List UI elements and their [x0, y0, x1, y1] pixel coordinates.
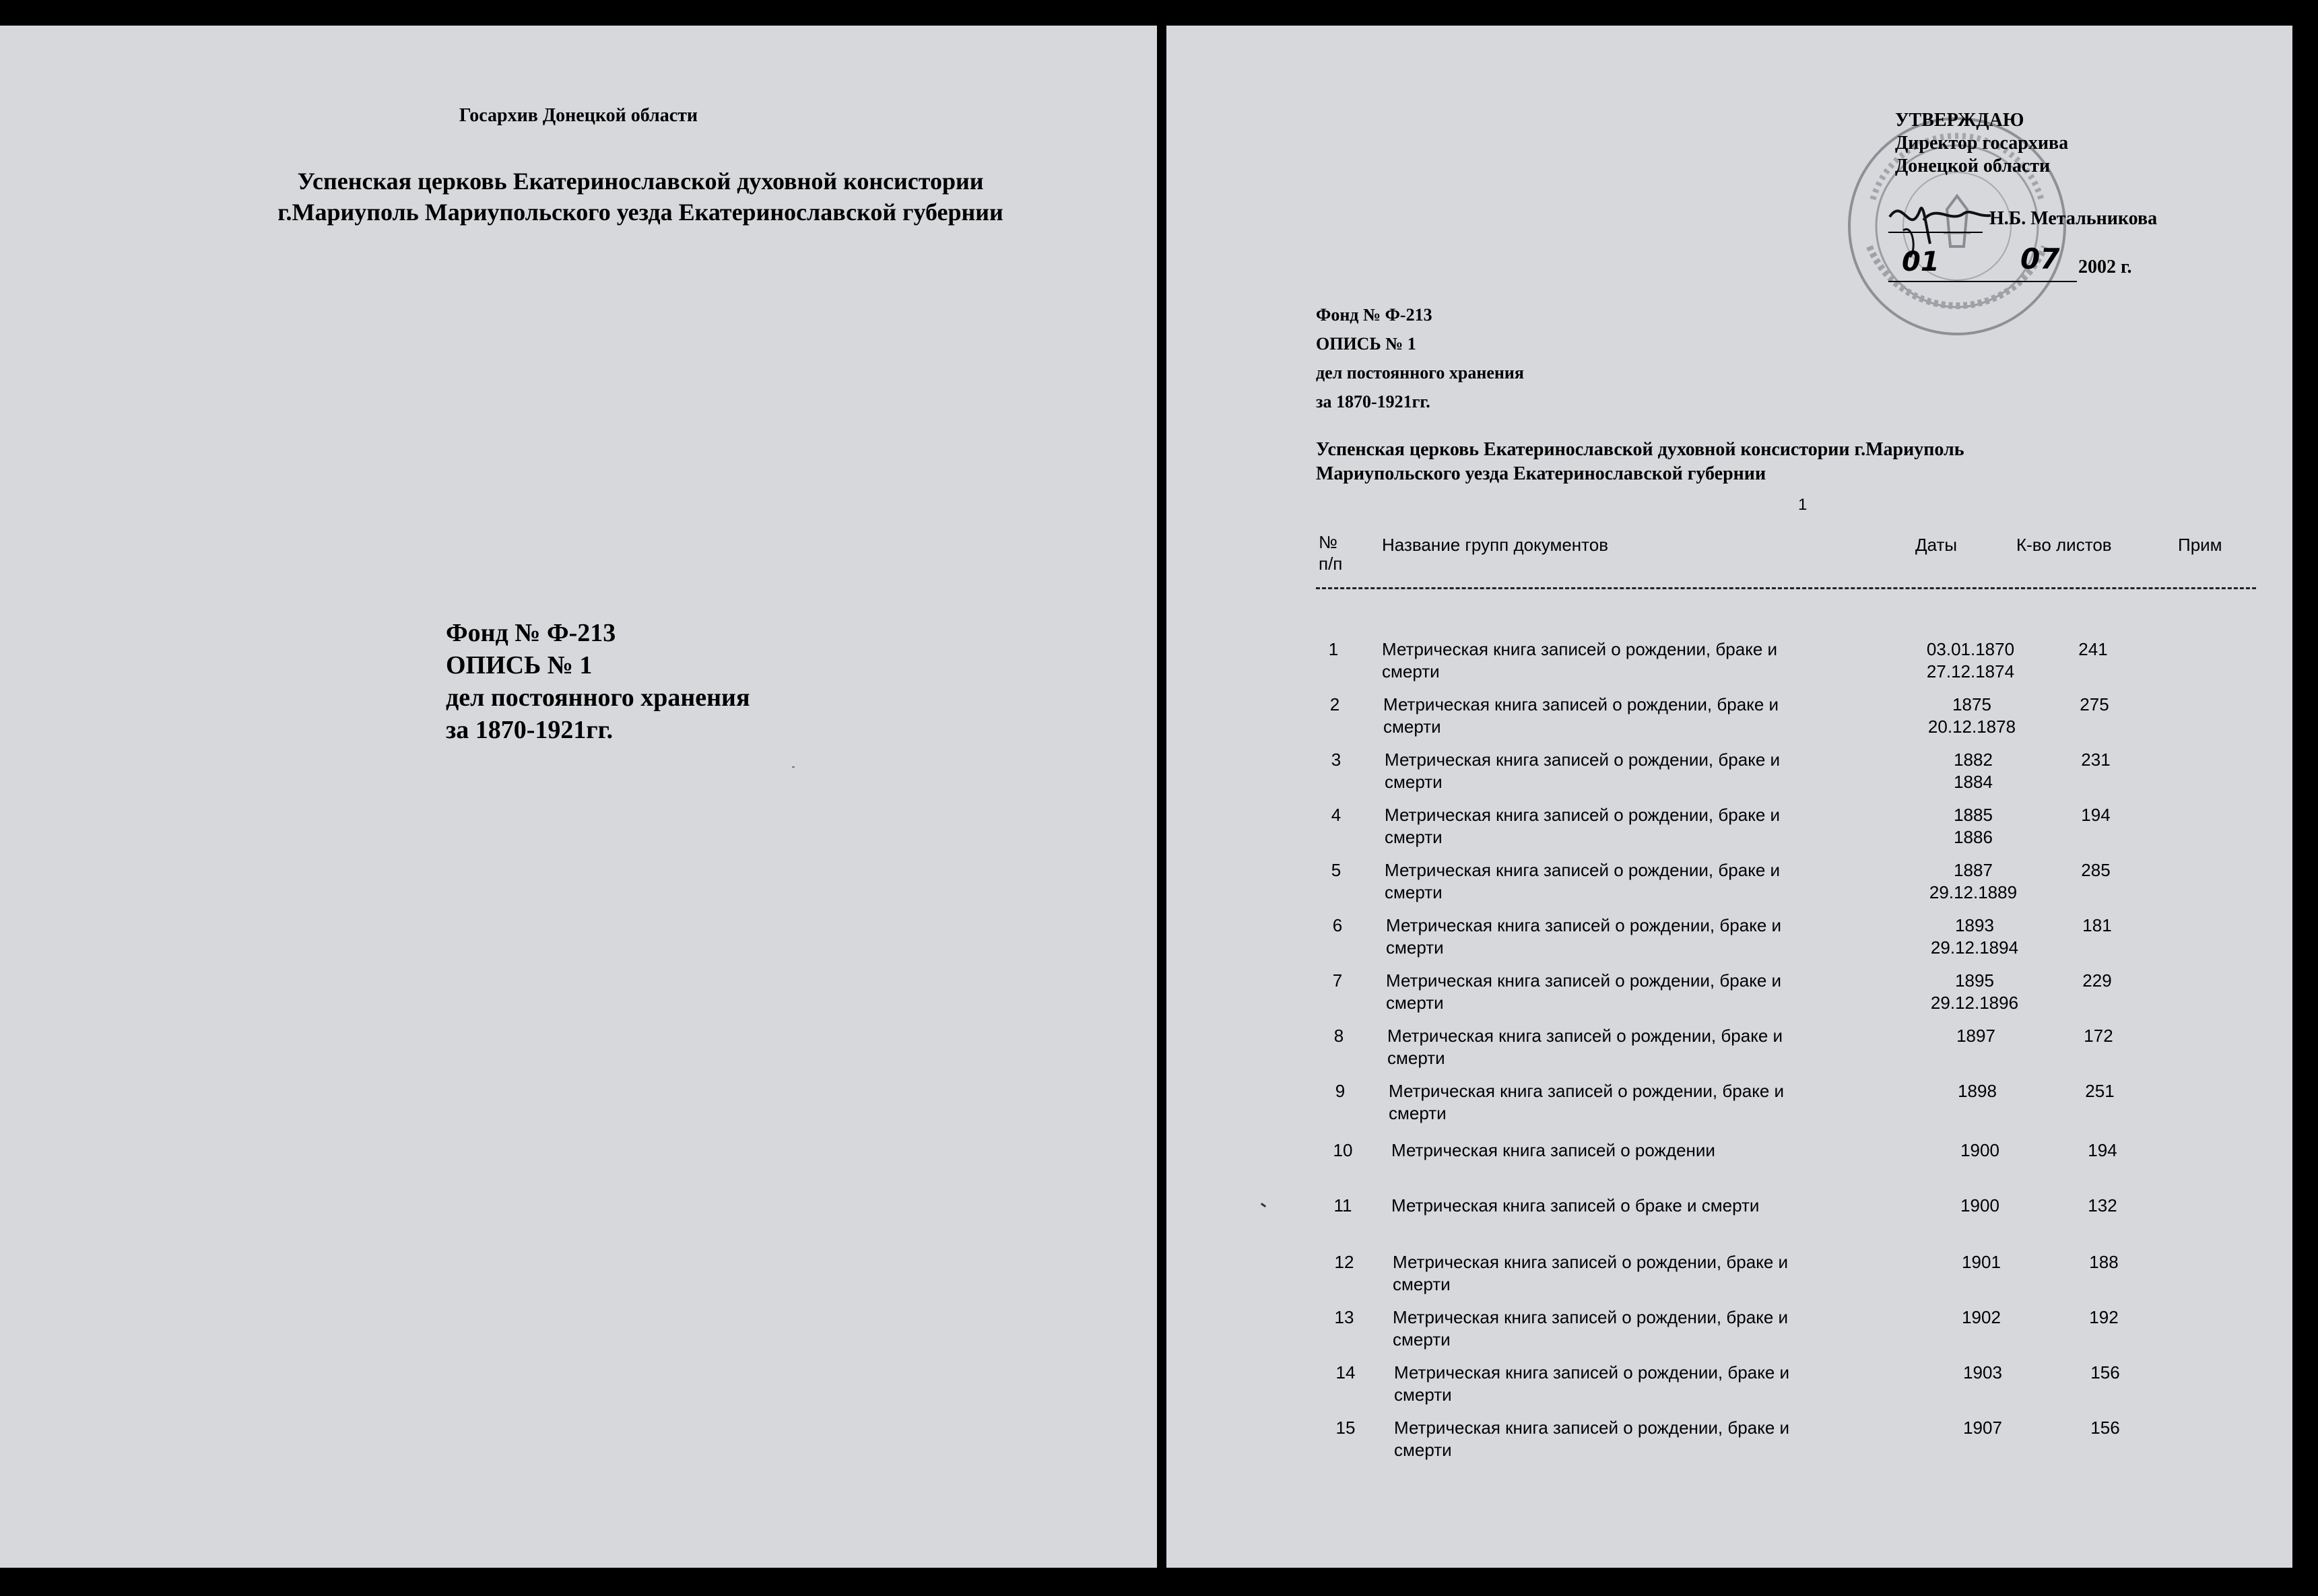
row-dates: [1905, 694, 2039, 738]
row-title: [1382, 638, 1840, 683]
row-date-line1: 1902: [1962, 1307, 2001, 1327]
row-date-line1: 1901: [1962, 1252, 2001, 1272]
row-dates: [1913, 1139, 2047, 1162]
row-sheets-text: 285: [2081, 860, 2111, 880]
approval-position-line2: Донецкой области: [1895, 156, 2051, 176]
header-num-sub: п/п: [1319, 554, 1343, 574]
row-sheets: [2069, 1195, 2136, 1217]
church-heading: [0, 166, 1281, 228]
row-date-line1: 03.01.1870: [1926, 639, 2015, 659]
row-number-text: 8: [1333, 1026, 1344, 1046]
paper-speck: [792, 766, 795, 768]
row-number: [1329, 1306, 1359, 1329]
row-sheets-text: 194: [2081, 805, 2111, 825]
row-sheets: [2070, 1306, 2138, 1329]
row-dates: [1906, 749, 2041, 793]
fond-block: [1316, 300, 1524, 416]
row-date-line1: 1898: [1958, 1081, 1997, 1101]
row-title: [1389, 1080, 1847, 1125]
row-dates: [1906, 859, 2041, 904]
row-number: [1323, 915, 1352, 937]
row-number-text: 9: [1335, 1081, 1346, 1101]
row-sheets-text: 229: [2082, 970, 2112, 991]
row-title: [1394, 1417, 1852, 1461]
table-row: [1329, 1251, 2259, 1305]
opis-number: ОПИСЬ № 1: [446, 651, 593, 679]
right-page: [1166, 26, 2292, 1568]
row-sheets-text: 172: [2084, 1026, 2113, 1046]
row-title: [1385, 859, 1843, 904]
approval-day: 01: [1902, 246, 1940, 277]
row-title-line1: Метрическая книга записей о рождении, браке и: [1386, 915, 1782, 935]
row-number: [1319, 638, 1348, 661]
table-row: [1323, 915, 2252, 968]
row-dates: [1907, 915, 2042, 959]
row-title-line1: Метрическая книга записей о рождении: [1391, 1140, 1715, 1160]
row-number-text: 2: [1329, 694, 1340, 714]
row-title-line1: Метрическая книга записей о рождении, браке и: [1387, 1026, 1783, 1046]
table-row: [1321, 804, 2251, 858]
row-date-line2: 27.12.1874: [1926, 661, 2015, 681]
table-row: [1328, 1195, 2257, 1249]
row-date-line1: 1875: [1952, 694, 1991, 714]
row-sheets: [2065, 1025, 2132, 1047]
row-title-line1: Метрическая книга записей о рождении, браке и: [1393, 1252, 1789, 1272]
row-date-line1: 1885: [1954, 805, 1993, 825]
row-number: [1329, 1251, 1359, 1273]
period: за 1870-1921гг.: [446, 716, 614, 744]
row-number-text: 12: [1334, 1252, 1354, 1272]
row-date-line2: 1886: [1954, 827, 1993, 847]
row-number: [1323, 970, 1352, 992]
row-dates: [1915, 1417, 2050, 1439]
row-number-text: 3: [1331, 750, 1342, 770]
row-sheets-text: 251: [2085, 1081, 2115, 1101]
row-title-line1: Метрическая книга записей о рождении, браке и: [1382, 639, 1778, 659]
row-date-line2: 29.12.1896: [1930, 993, 2019, 1013]
row-title-line1: Метрическая книга записей о рождении, браке и: [1385, 750, 1781, 770]
fond-block: [446, 617, 750, 746]
row-number: [1328, 1195, 1358, 1217]
header-title: Название групп документов: [1382, 535, 1609, 555]
row-dates: [1914, 1306, 2049, 1329]
row-date-line2: 20.12.1878: [1927, 717, 2016, 737]
row-title-line2: смерти: [1394, 1385, 1452, 1405]
table-row: [1329, 1306, 2259, 1360]
row-sheets: [2062, 804, 2129, 826]
opis-number: ОПИСЬ № 1: [1316, 334, 1416, 354]
row-number-text: 7: [1332, 970, 1343, 991]
approval-position-line1: Директор госархива: [1895, 133, 2069, 154]
row-number-text: 5: [1331, 860, 1342, 880]
page-number: 1: [1798, 496, 1808, 514]
row-title-line2: смерти: [1382, 661, 1440, 681]
header-dates: Даты: [1915, 535, 1958, 555]
row-dates: [1914, 1251, 2049, 1273]
row-number-text: 11: [1333, 1195, 1352, 1216]
row-number: [1324, 1025, 1354, 1047]
row-title-line2: смерти: [1393, 1274, 1451, 1294]
row-title-line1: Метрическая книга записей о рождении, браке и: [1385, 805, 1781, 825]
row-number: [1328, 1139, 1358, 1162]
row-sheets: [2066, 1080, 2133, 1102]
row-sheets-text: 241: [2078, 639, 2108, 659]
row-date-line1: 1895: [1955, 970, 1994, 991]
date-line: [1888, 281, 2077, 282]
row-dates: [1913, 1195, 2047, 1217]
row-sheets: [2062, 859, 2129, 882]
row-sheets-text: 156: [2090, 1362, 2120, 1383]
storage-type: дел постоянного хранения: [446, 684, 750, 712]
row-date-line1: 1882: [1954, 750, 1993, 770]
row-title-line2: смерти: [1393, 1329, 1451, 1350]
row-date-line1: 1893: [1955, 915, 1994, 935]
row-title-line1: Метрическая книга записей о рождении, браке и: [1394, 1418, 1790, 1438]
row-title-line1: Метрическая книга записей о рождении, браке и: [1383, 694, 1779, 714]
row-dates: [1903, 638, 2038, 683]
row-dates: [1906, 804, 2041, 849]
header-num: №: [1319, 532, 1337, 552]
row-title-line2: смерти: [1389, 1103, 1447, 1123]
row-sheets-text: 192: [2089, 1307, 2119, 1327]
row-sheets: [2072, 1362, 2139, 1384]
row-title: [1393, 1251, 1851, 1296]
row-dates: [1915, 1362, 2050, 1384]
row-date-line2: 1884: [1954, 772, 1993, 792]
header-divider: [1316, 587, 2256, 589]
header-note: Прим: [2178, 535, 2222, 555]
row-title: [1387, 1025, 1845, 1069]
row-title-line2: смерти: [1385, 827, 1443, 847]
director-name: Н.Б. Метальникова: [1989, 208, 2158, 229]
row-title-line1: Метрическая книга записей о рождении, браке и: [1393, 1307, 1789, 1327]
row-title: [1385, 749, 1843, 793]
table-row: [1320, 694, 2249, 747]
row-date-line1: 1900: [1960, 1195, 1999, 1216]
period: за 1870-1921гг.: [1316, 392, 1430, 411]
row-title-line2: смерти: [1387, 1048, 1445, 1068]
row-title: [1383, 694, 1841, 738]
row-title-line1: Метрическая книга записей о рождении, браке и: [1386, 970, 1782, 991]
row-title-line1: Метрическая книга записей о рождении, браке и: [1394, 1362, 1790, 1383]
row-sheets-text: 231: [2081, 750, 2111, 770]
row-title: [1385, 804, 1843, 849]
fond-number: Фонд № Ф-213: [1316, 305, 1432, 325]
row-sheets-text: 275: [2080, 694, 2109, 714]
table-header: [1319, 532, 2248, 572]
church-heading-line1: Успенская церковь Екатеринославской духовной консистории: [297, 168, 984, 195]
row-sheets: [2063, 915, 2131, 937]
row-sheets-text: 132: [2088, 1195, 2117, 1216]
row-dates: [1910, 1080, 2045, 1102]
row-title-line2: смерти: [1386, 993, 1444, 1013]
row-date-line1: 1903: [1963, 1362, 2002, 1383]
table-row: [1331, 1417, 2260, 1471]
row-sheets: [2070, 1251, 2138, 1273]
row-number-text: 4: [1331, 805, 1342, 825]
row-title: [1386, 915, 1844, 959]
row-sheets: [2062, 749, 2129, 771]
row-date-line1: 1900: [1960, 1140, 1999, 1160]
row-number-text: 14: [1335, 1362, 1356, 1383]
approval-block: [1895, 109, 2158, 277]
row-sheets: [2072, 1417, 2139, 1439]
left-page: [0, 26, 1157, 1568]
table-row: [1321, 749, 2251, 803]
row-number: [1321, 859, 1351, 882]
row-number-text: 1: [1328, 639, 1339, 659]
director-signature: [1883, 190, 1997, 264]
row-title-line2: смерти: [1383, 717, 1441, 737]
row-number: [1325, 1080, 1355, 1102]
row-number-text: 6: [1332, 915, 1343, 935]
row-number: [1331, 1417, 1360, 1439]
row-number-text: 13: [1334, 1307, 1354, 1327]
row-number: [1321, 804, 1351, 826]
row-sheets: [2061, 694, 2128, 716]
table-row: [1319, 638, 2248, 692]
row-title-line2: смерти: [1385, 772, 1443, 792]
table-row: [1321, 859, 2251, 913]
row-sheets: [2063, 970, 2131, 992]
row-sheets-text: 181: [2082, 915, 2112, 935]
row-date-line2: 29.12.1889: [1929, 882, 2018, 902]
row-title-line1: Метрическая книга записей о рождении, браке и: [1385, 860, 1781, 880]
approval-year: 2002 г.: [2078, 257, 2132, 277]
header-sheets: К-во листов: [2016, 535, 2112, 555]
table-row: [1324, 1025, 2253, 1079]
row-date-line1: 1907: [1963, 1418, 2002, 1438]
row-title-line2: смерти: [1385, 882, 1443, 902]
storage-type: дел постоянного хранения: [1316, 363, 1524, 383]
row-number-text: 10: [1333, 1140, 1353, 1160]
row-title: [1394, 1362, 1852, 1406]
row-title: [1393, 1306, 1851, 1351]
church-heading-line1: Успенская церковь Екатеринославской духовной консистории г.Мариуполь: [1316, 439, 1964, 460]
row-date-line1: 1897: [1956, 1026, 1995, 1046]
row-sheets-text: 194: [2088, 1140, 2117, 1160]
archive-name: Госархив Донецкой области: [459, 105, 698, 126]
table-row: [1331, 1362, 2260, 1416]
fond-number: Фонд № Ф-213: [446, 619, 616, 647]
row-date-line2: 29.12.1894: [1930, 937, 2019, 958]
row-dates: [1909, 1025, 2043, 1047]
signature-line: [1888, 232, 1983, 233]
row-sheets: [2069, 1139, 2136, 1162]
row-title-line2: смерти: [1394, 1440, 1452, 1460]
table-row: [1328, 1139, 2257, 1193]
row-title-line2: смерти: [1386, 937, 1444, 958]
church-heading: [1316, 438, 1964, 486]
row-date-line1: 1887: [1954, 860, 1993, 880]
row-title: [1391, 1139, 1849, 1162]
row-sheets-text: 188: [2089, 1252, 2119, 1272]
row-title-line1: Метрическая книга записей о браке и смерти: [1391, 1195, 1760, 1216]
row-number: [1321, 749, 1351, 771]
table-row: [1323, 970, 2252, 1024]
row-sheets: [2059, 638, 2127, 661]
row-sheets-text: 156: [2090, 1418, 2120, 1438]
row-number: [1320, 694, 1350, 716]
row-number: [1331, 1362, 1360, 1384]
row-title: [1386, 970, 1844, 1014]
row-number-text: 15: [1335, 1418, 1356, 1438]
table-row: [1325, 1080, 2255, 1134]
row-dates: [1907, 970, 2042, 1014]
church-heading-line2: Мариупольского уезда Екатеринославской губернии: [1316, 463, 1766, 484]
church-heading-line2: г.Мариуполь Мариупольского уезда Екатеринославской губернии: [277, 199, 1003, 226]
row-title: [1391, 1195, 1849, 1217]
approval-month: 07: [2020, 242, 2060, 275]
approval-title: УТВЕРЖДАЮ: [1895, 110, 2024, 131]
row-title-line1: Метрическая книга записей о рождении, браке и: [1389, 1081, 1785, 1101]
